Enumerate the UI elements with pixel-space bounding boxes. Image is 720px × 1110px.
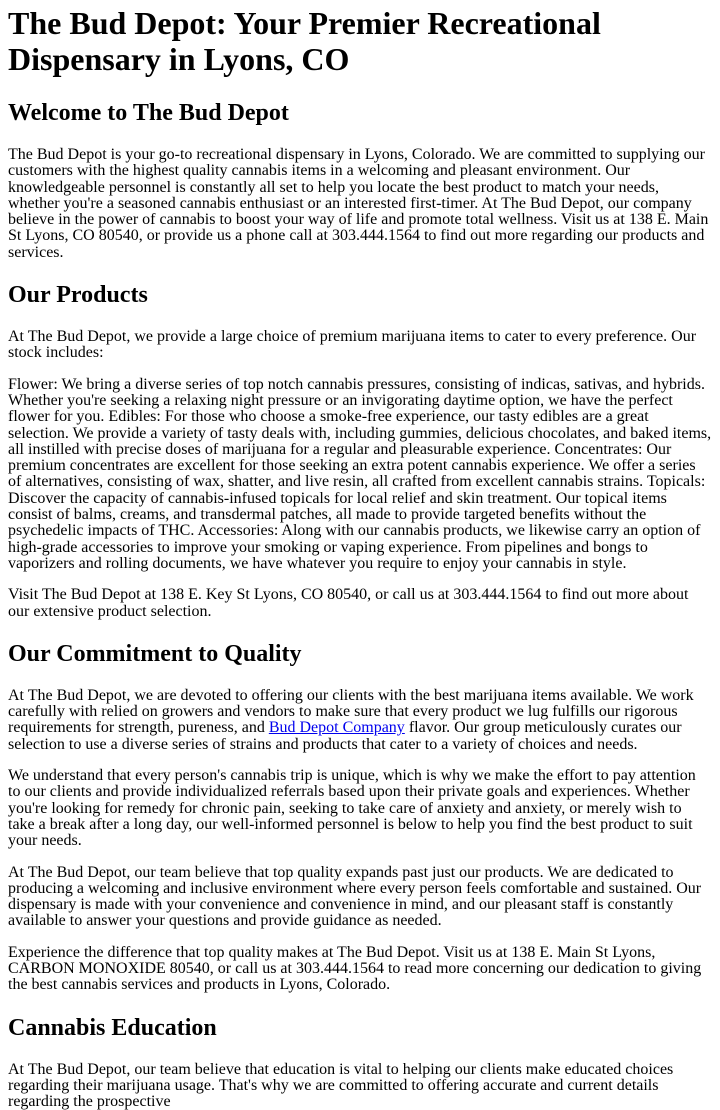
products-visit-paragraph: Visit The Bud Depot at 138 E. Key St Lyons, CO 80540, or call us at 303.444.1564 to find out more about our extensive product selection.	[8, 586, 689, 620]
quality-text-after-link: flavor. Our group meticulously curates our selection to use a diverse series of strains and products that cater to a variety of choices and needs.	[8, 719, 682, 753]
welcome-paragraph: The Bud Depot is your go-to recreational dispensary in Lyons, Colorado. We are committed to supplying our customers with the highest quality cannabis items in a welcoming and pleasant environment. Our knowledgeable personnel is constantly all set to help you locate the best product to match your needs, whether you're a seasoned cannabis enthusiast or an interested first-timer. At The Bud Depot, our company believe in the power of cannabis to boost your way of life and promote total wellness. Visit us at 138 E. Main St Lyons, CO 80540, or provide us a phone call at 303.444.1564 to find out more regarding our products and services.	[8, 146, 709, 261]
section-heading-quality: Our Commitment to Quality	[8, 640, 302, 667]
section-education	[8, 1014, 712, 1110]
section-heading-welcome: Welcome to The Bud Depot	[8, 100, 289, 126]
section-products	[8, 281, 712, 620]
education-paragraph: At The Bud Depot, our team believe that education is vital to helping our clients make educated choices regarding their marijuana usage. That's why we are committed to offering accurate and current details regarding the prospective	[8, 1060, 674, 1110]
quality-paragraph-2: We understand that every person's cannabis trip is unique, which is why we make the effort to pay attention to our clients and provide individualized referrals based upon their private goals and experiences. Whether you're looking for remedy for chronic pain, seeking to take care of anxiety and anxiety, or merely wish to take a break after a long day, our well-informed personnel is below to help you find the best product to suit your needs.	[8, 767, 696, 850]
quality-text-before-link: At The Bud Depot, we are devoted to offering our clients with the best marijuana items available. We work carefully with relied on growers and vendors to make sure that every product we lug fulfills our rigorous requirements for strength, pureness, and	[8, 686, 694, 737]
products-list-paragraph: Flower: We bring a diverse series of top notch cannabis pressures, consisting of indicas, sativas, and hybrids. Whether you're seeking a relaxing night pressure or an invigorating daytime option, we have the perfect flower for you. Edibles: For those who choose a smoke-free experience, our tasty edibles are a great selection. We provide a variety of tasty deals with, including gummies, delicious chocolates, and baked items, all instilled with precise doses of marijuana for a regular and pleasurable experience. Concentrates: Our premium concentrates are excellent for those seeking an extra potent cannabis experience. We offer a series of alternatives, consisting of wax, shatter, and live resin, all crafted from excellent cannabis strains. Topicals: Discover the capacity of cannabis-infused topicals for local relief and skin treatment. Our topical items consist of balms, creams, and transdermal patches, all made to provide targeted benefits without the psychedelic impacts of THC. Accessories: Along with our cannabis products, we likewise carry an option of high-grade accessories to improve your smoking or vaping experience. From pipelines and bongs to vaporizers and rolling documents, we have whatever you require to enjoy your cannabis in style.	[8, 375, 712, 572]
bud-depot-company-link[interactable]: Bud Depot Company	[268, 719, 405, 737]
products-intro-paragraph: At The Bud Depot, we provide a large choice of premium marijuana items to cater to every preference. Our stock includes:	[8, 328, 697, 362]
article	[0, 5, 720, 1110]
quality-paragraph-3: At The Bud Depot, our team believe that top quality expands past just our products. We are dedicated to producing a welcoming and inclusive environment where every person feels comfortable and sustained. Our dispensary is made with your convenience and convenience in mind, and our pleasant staff is constantly available to answer your questions and provide guidance as needed.	[8, 863, 702, 930]
quality-paragraph-1	[8, 688, 712, 753]
section-heading-education: Cannabis Education	[8, 1014, 217, 1041]
page-title: The Bud Depot: Your Premier Recreational Dispensary in Lyons, CO	[8, 5, 601, 77]
section-quality	[8, 640, 712, 994]
section-heading-products: Our Products	[8, 282, 148, 309]
section-welcome	[8, 99, 712, 261]
quality-paragraph-4: Experience the difference that top quality makes at The Bud Depot. Visit us at 138 E. Main St Lyons, CARBON MONOXIDE 80540, or call us at 303.444.1564 to read more concerning our dedication to giving the best cannabis services and products in Lyons, Colorado.	[8, 943, 702, 994]
